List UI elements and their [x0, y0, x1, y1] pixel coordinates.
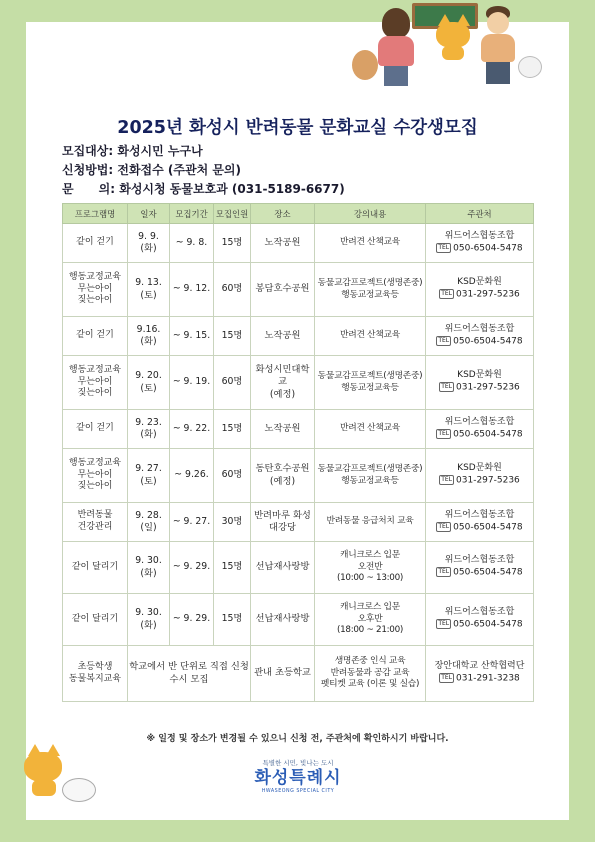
cell-period: ~ 9. 27.	[170, 503, 214, 542]
content-line: 캐니크로스 입문	[340, 602, 400, 613]
place-line: (예정)	[269, 388, 296, 400]
cell-place: 관내 초등학교	[251, 646, 315, 702]
cell-count: 15명	[214, 224, 251, 263]
info-contact	[62, 180, 345, 197]
content-line: 오전반	[357, 561, 383, 572]
table-row	[63, 449, 534, 503]
cell-count: 60명	[214, 356, 251, 410]
place-line: 봉담호수공원	[255, 283, 310, 295]
date-line: (화)	[140, 567, 157, 579]
program-line: 무는아이	[77, 469, 113, 480]
date-line: 9. 13.	[135, 277, 162, 289]
cell-host	[426, 503, 534, 542]
cell-host	[426, 646, 534, 702]
cell-period: ~ 9. 8.	[170, 224, 214, 263]
place-line: 화성시민대학교	[255, 364, 310, 388]
phone-icon: TEL	[438, 522, 450, 530]
table-row	[63, 356, 534, 410]
info-target-value: 화성시민 누구나	[117, 144, 203, 158]
cell-date	[128, 410, 170, 449]
content-line: 행동교정교육등	[341, 382, 399, 393]
content-line: (18:00 ~ 21:00)	[336, 625, 404, 636]
program-line: 무는아이	[77, 376, 113, 387]
cell-count: 15명	[214, 594, 251, 646]
program-line: 같이 달리기	[71, 613, 119, 624]
host-name: 장안대학교 산학협력단	[434, 661, 525, 672]
place-line: 선납재사랑방	[255, 613, 310, 625]
info-method-key: 신청방법	[62, 163, 109, 177]
content-line: 동물교감프로젝트(생명존중)	[317, 463, 423, 474]
table-row	[63, 542, 534, 594]
info-method-value: 전화접수 (주관처 문의)	[117, 163, 242, 177]
phone-icon: TEL	[438, 336, 450, 344]
cell-date	[128, 356, 170, 410]
header-period: 모집기간	[170, 204, 214, 224]
content-line: 생명존중 인식 교육	[334, 656, 406, 667]
date-line: 9. 20.	[135, 370, 162, 382]
phone-icon: TEL	[441, 290, 453, 298]
phone-icon: TEL	[438, 620, 450, 628]
cell-date	[128, 317, 170, 356]
phone-icon: TEL	[441, 674, 453, 682]
cell-program	[63, 646, 128, 702]
dog-illustration	[352, 50, 378, 80]
info-target	[62, 142, 203, 159]
cell-place	[251, 542, 315, 594]
cell-content	[315, 646, 426, 702]
logo-name: 화성특례시	[254, 768, 342, 788]
cell-content	[315, 410, 426, 449]
cell-content	[315, 542, 426, 594]
cell-place	[251, 503, 315, 542]
cell-period: ~ 9.26.	[170, 449, 214, 503]
phone-icon: TEL	[441, 476, 453, 484]
content-line: 행동교정교육등	[341, 475, 399, 486]
cell-period: ~ 9. 22.	[170, 410, 214, 449]
cell-count: 30명	[214, 503, 251, 542]
info-target-sep: :	[108, 144, 118, 158]
table-row	[63, 594, 534, 646]
content-line: 오후반	[357, 613, 383, 624]
cell-place	[251, 594, 315, 646]
host-name: 위드어스협동조합	[444, 323, 515, 334]
content-line: 동물교감프로젝트(생명존중)	[317, 370, 423, 381]
host-name: 위드어스협동조합	[444, 230, 515, 241]
host-phone: 031-297-5236	[456, 289, 520, 300]
content-line: (10:00 ~ 13:00)	[336, 573, 404, 584]
program-line: 행동교정교육	[68, 457, 122, 468]
table-row	[63, 410, 534, 449]
cell-host	[426, 449, 534, 503]
notice-text: ※ 일정 및 장소가 변경될 수 있으니 신청 전, 주관처에 확인하시기 바랍니다.	[146, 734, 449, 744]
program-line: 건강관리	[77, 522, 113, 532]
program-line: 같이 걷기	[76, 330, 114, 341]
date-line: 9.16.	[136, 323, 161, 335]
cell-program	[63, 356, 128, 410]
phone-icon: TEL	[438, 568, 450, 576]
header-host: 주관처	[426, 204, 534, 224]
cell-period: ~ 9. 29.	[170, 594, 214, 646]
header-place: 장소	[251, 204, 315, 224]
program-line: 짖는아이	[77, 388, 113, 399]
cell-period: ~ 9. 12.	[170, 263, 214, 317]
host-name: 위드어스협동조합	[444, 555, 515, 566]
table-row	[63, 224, 534, 263]
student-illustration	[376, 8, 416, 86]
program-line: 같이 걷기	[76, 237, 114, 248]
cell-period: ~ 9. 15.	[170, 317, 214, 356]
date-line: 9. 30.	[135, 555, 162, 567]
host-name: KSD문화원	[457, 277, 502, 288]
cell-host	[426, 263, 534, 317]
content-line: 반려견 산책교육	[340, 423, 400, 434]
cell-program	[63, 410, 128, 449]
phone-icon: TEL	[438, 429, 450, 437]
host-phone: 031-291-3238	[456, 673, 520, 684]
cell-host	[426, 356, 534, 410]
mascot-cat-bottom-illustration	[24, 744, 64, 796]
small-dog-illustration	[518, 56, 542, 78]
cell-count: 60명	[214, 263, 251, 317]
city-logo	[247, 758, 349, 794]
program-line: 행동교정교육	[68, 364, 122, 375]
cell-place	[251, 263, 315, 317]
program-line: 무는아이	[77, 283, 113, 294]
info-contact-value: 화성시청 동물보호과 (031-5189-6677)	[119, 182, 345, 196]
cell-place	[251, 356, 315, 410]
table-row	[63, 317, 534, 356]
date-line: (화)	[140, 429, 157, 440]
cell-content	[315, 263, 426, 317]
table-row	[63, 503, 534, 542]
date-line: (화)	[140, 619, 157, 631]
cell-content	[315, 224, 426, 263]
cell-count: 15명	[214, 317, 251, 356]
program-line: 행동교정교육	[68, 271, 122, 282]
date-line: (토)	[140, 382, 157, 394]
host-phone: 050-6504-5478	[453, 619, 523, 630]
white-dog-illustration	[62, 778, 96, 802]
place-line: 노작공원	[264, 236, 301, 248]
cell-host	[426, 410, 534, 449]
host-phone: 031-297-5236	[456, 382, 520, 393]
phone-icon: TEL	[438, 243, 450, 251]
cell-count: 60명	[214, 449, 251, 503]
program-line: 같이 걷기	[76, 423, 114, 434]
date-line: (토)	[140, 289, 157, 301]
place-line: 노작공원	[264, 422, 301, 434]
program-line: 짖는아이	[77, 481, 113, 492]
date-line: 9. 27.	[135, 463, 162, 475]
cell-program	[63, 263, 128, 317]
cell-place	[251, 410, 315, 449]
info-target-key: 모집대상	[62, 144, 109, 158]
info-method-sep: :	[108, 163, 118, 177]
content-line: 반려동물 응급처치 교육	[326, 516, 414, 527]
header-content: 강의내용	[315, 204, 426, 224]
cell-host	[426, 594, 534, 646]
cell-date	[128, 503, 170, 542]
content-line: 반려동물과 공감 교육	[330, 667, 410, 678]
host-phone: 050-6504-5478	[453, 567, 523, 578]
cell-host	[426, 224, 534, 263]
merged-line: 학교에서 반 단위로 직접 신청	[129, 661, 249, 673]
program-line: 동물복지교육	[68, 673, 122, 684]
host-name: KSD문화원	[457, 370, 502, 381]
table-header-row	[63, 204, 534, 224]
cell-content	[315, 503, 426, 542]
logo-english: HWASEONG SPECIAL CITY	[261, 789, 335, 794]
date-line: 9. 9.	[138, 230, 159, 242]
cell-host	[426, 542, 534, 594]
cell-place	[251, 224, 315, 263]
host-phone: 050-6504-5478	[453, 429, 523, 440]
cell-host	[426, 317, 534, 356]
content-line: 동물교감프로젝트(생명존중)	[317, 277, 423, 288]
cell-content	[315, 449, 426, 503]
date-line: 9. 30.	[135, 607, 162, 619]
cell-date	[128, 594, 170, 646]
place-line: 동탄호수공원	[255, 463, 310, 475]
host-name: KSD문화원	[457, 463, 502, 474]
cell-date	[128, 263, 170, 317]
host-name: 위드어스협동조합	[444, 416, 515, 427]
cell-program	[63, 224, 128, 263]
cell-count: 15명	[214, 542, 251, 594]
cell-date	[128, 449, 170, 503]
cell-merged-application	[128, 646, 251, 702]
cell-date	[128, 224, 170, 263]
header-count: 모집인원	[214, 204, 251, 224]
cell-content	[315, 356, 426, 410]
date-line: 9. 28.	[135, 509, 162, 521]
place-line: 반려마루 화성	[254, 509, 311, 521]
host-name: 위드어스협동조합	[444, 509, 515, 520]
cell-program	[63, 317, 128, 356]
mascot-cat-illustration	[436, 14, 472, 58]
header-program: 프로그램명	[63, 204, 128, 224]
info-contact-key: 문 의	[62, 182, 111, 196]
date-line: (토)	[140, 475, 157, 487]
merged-line: 수시 모집	[169, 673, 209, 685]
host-phone: 050-6504-5478	[453, 336, 523, 347]
content-line: 행동교정교육등	[341, 289, 399, 300]
program-line: 반려동물	[77, 510, 113, 521]
cell-content	[315, 594, 426, 646]
cell-period: ~ 9. 19.	[170, 356, 214, 410]
host-phone: 050-6504-5478	[453, 522, 523, 533]
host-phone: 031-297-5236	[456, 475, 520, 486]
host-name: 위드어스협동조합	[444, 607, 515, 618]
date-line: (일)	[140, 522, 157, 533]
cell-program	[63, 449, 128, 503]
place-line: 선납재사랑방	[255, 561, 310, 573]
cell-date	[128, 542, 170, 594]
info-method	[62, 161, 241, 178]
cell-program	[63, 594, 128, 646]
content-line: 반려견 산책교육	[340, 237, 400, 248]
cell-place	[251, 449, 315, 503]
teacher-illustration	[478, 6, 518, 86]
program-line: 짖는아이	[77, 295, 113, 306]
place-line: (예정)	[269, 475, 296, 487]
place-line: 노작공원	[264, 329, 301, 341]
cell-program	[63, 503, 128, 542]
phone-icon: TEL	[441, 383, 453, 391]
content-line: 반려견 산책교육	[340, 330, 400, 341]
program-line: 같이 달리기	[71, 561, 119, 572]
date-line: 9. 23.	[135, 416, 162, 428]
table-row	[63, 263, 534, 317]
page-title: 2025년 화성시 반려동물 문화교실 수강생모집	[117, 118, 478, 138]
place-line: 대강당	[269, 522, 296, 533]
schedule-table	[62, 203, 534, 702]
date-line: (화)	[140, 336, 157, 347]
content-line: 펫티켓 교육 (이론 및 실습)	[320, 679, 420, 690]
date-line: (화)	[140, 243, 157, 254]
logo-slogan: 특별한 시민, 빛나는 도시	[262, 759, 334, 767]
program-line: 초등학생	[77, 661, 113, 672]
host-phone: 050-6504-5478	[453, 243, 523, 254]
cell-count: 15명	[214, 410, 251, 449]
cell-period: ~ 9. 29.	[170, 542, 214, 594]
header-date: 일자	[128, 204, 170, 224]
cell-content	[315, 317, 426, 356]
table-row	[63, 646, 534, 702]
info-contact-sep: :	[110, 182, 120, 196]
cell-place	[251, 317, 315, 356]
cell-program	[63, 542, 128, 594]
content-line: 캐니크로스 입문	[340, 550, 400, 561]
